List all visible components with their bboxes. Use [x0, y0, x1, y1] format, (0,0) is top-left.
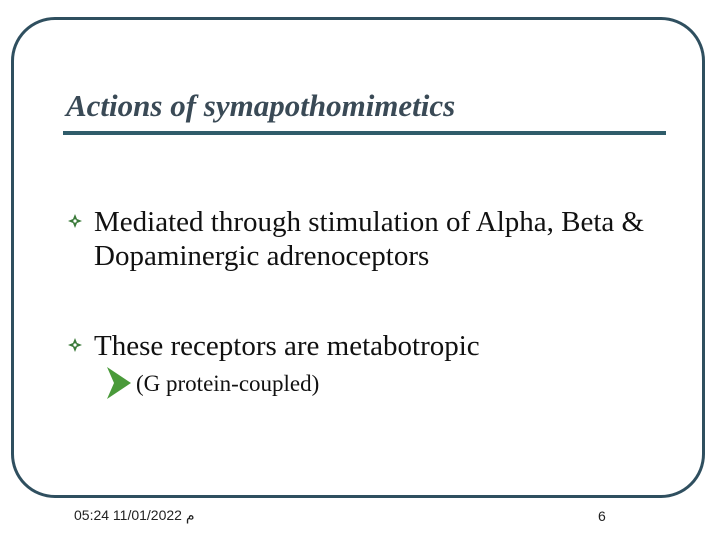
- sub-bullet-text: (G protein-coupled): [136, 371, 320, 396]
- footer-date: 05:24 11/01/2022 م: [74, 507, 195, 523]
- bullet-text-2: These receptors are metabotropic: [94, 330, 480, 362]
- arrow-bullet-icon: [105, 366, 133, 400]
- bullet-item-1: [94, 205, 694, 273]
- diamond-bullet-icon: [68, 214, 82, 228]
- title-underline: [63, 131, 666, 135]
- bullet-item-2: [94, 329, 694, 363]
- diamond-bullet-icon: [68, 338, 82, 352]
- page-number: 6: [598, 508, 606, 524]
- sub-bullet-item: [105, 366, 319, 403]
- slide-title: Actions of symapothomimetics: [66, 88, 456, 123]
- bullet-text-1: Mediated through stimulation of Alpha, Beta & Dopaminergic adrenoceptors: [94, 206, 645, 272]
